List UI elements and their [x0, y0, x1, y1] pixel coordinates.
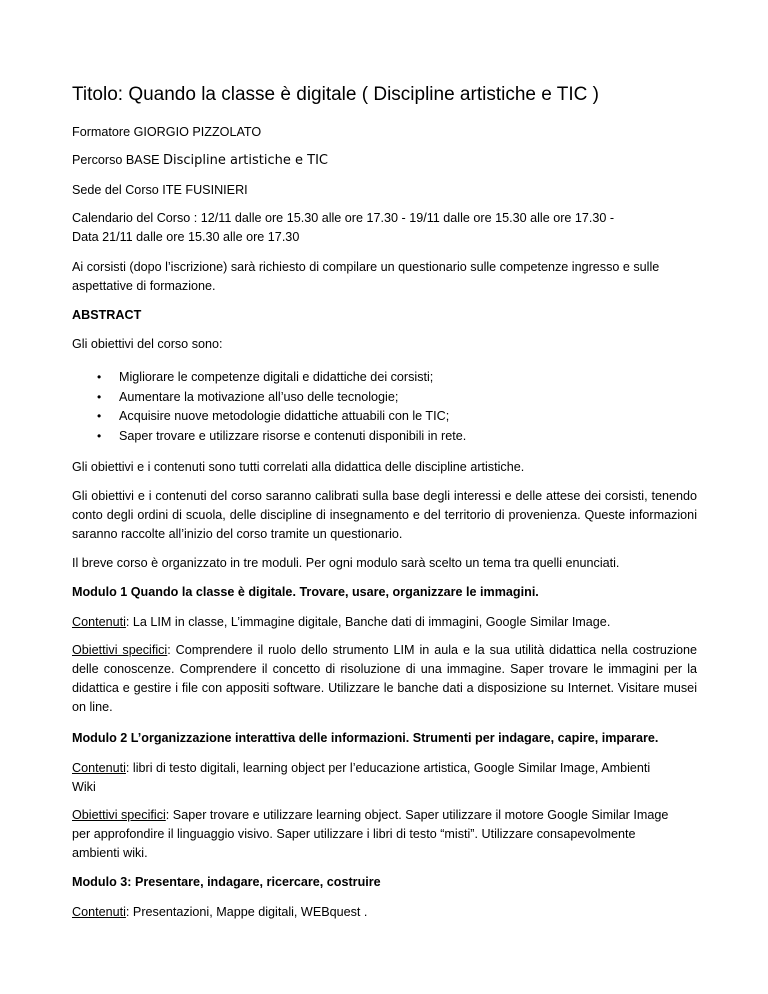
contenuti-label: Contenuti — [72, 761, 126, 775]
modulo-1-heading: Modulo 1 Quando la classe è digitale. Trovare, usare, organizzare le immagini. — [72, 585, 539, 599]
modulo-3-contenuti: Contenuti: Presentazioni, Mappe digitali, WEBquest . — [72, 905, 368, 919]
questionario-paragraph: Ai corsisti (dopo l’iscrizione) sarà richiesto di compilare un questionario sulle competenze ingresso e sulle aspettative di formazione. — [72, 260, 660, 293]
bullet-icon: • — [97, 428, 102, 443]
modulo-1-contenuti: Contenuti: La LIM in classe, L’immagine digitale, Banche dati di immagini, Google Similar Image. — [72, 615, 611, 629]
sede-line: Sede del Corso ITE FUSINIERI — [72, 183, 248, 197]
bullet-icon: • — [97, 389, 102, 404]
percorso-label: Percorso BASE — [72, 153, 160, 167]
obiettivi-label: Obiettivi specifici — [72, 808, 166, 822]
moduli-intro: Il breve corso è organizzato in tre moduli. Per ogni modulo sarà scelto un tema tra quelli enunciati. — [72, 556, 620, 570]
modulo-2-contenuti: Contenuti: libri di testo digitali, learning object per l’educazione artistica, Google Similar Image, Ambienti Wiki — [72, 761, 651, 794]
formatore-line: Formatore GIORGIO PIZZOLATO — [72, 125, 262, 139]
percorso-value: Discipline artistiche e TIC — [163, 153, 329, 168]
bullet-icon: • — [97, 370, 102, 384]
calibrati-paragraph: Gli obiettivi e i contenuti del corso saranno calibrati sulla base degli interessi e delle attese dei corsisti, tenendo conto degli ordini di scuola, delle discipline di insegnamento e del territorio di provenienza. Queste informazioni saranno raccolte all’inizio del corso tramite un questionario. — [72, 489, 697, 541]
percorso-line — [72, 151, 697, 170]
document-title: Titolo: Quando la classe è digitale ( Discipline artistiche e TIC ) — [72, 84, 599, 105]
contenuti-label: Contenuti — [72, 905, 126, 919]
modulo-3-heading: Modulo 3: Presentare, indagare, ricercare, costruire — [72, 875, 381, 889]
calendario-line-2: Data 21/11 dalle ore 15.30 alle ore 17.30 — [72, 230, 300, 244]
obiettivi-intro: Gli obiettivi del corso sono: — [72, 337, 223, 351]
abstract-heading: ABSTRACT — [72, 308, 142, 322]
bullet-icon: • — [97, 409, 102, 423]
contenuti-label: Contenuti — [72, 615, 126, 629]
modulo-1-obiettivi: Obiettivi specifici: Comprendere il ruolo dello strumento LIM in aula e la sua utilità didattica nella costruzione delle conoscenze. Comprendere il concetto di risoluzione di una immagine. Saper trovare le immagini per la didattica e gestire i file con appositi software. Utilizzare le banche dati a disposizione su Internet. Visitare musei on line. — [72, 643, 697, 714]
obiettivi-label: Obiettivi specifici — [72, 643, 168, 657]
modulo-2-heading: Modulo 2 L’organizzazione interattiva delle informazioni. Strumenti per indagare, capire, imparare. — [72, 731, 659, 745]
calendario-line-1: Calendario del Corso : 12/11 dalle ore 15.30 alle ore 17.30 - 19/11 dalle ore 15.30 alle ore 17.30 - — [72, 211, 615, 225]
correlati-paragraph: Gli obiettivi e i contenuti sono tutti correlati alla didattica delle discipline artistiche. — [72, 460, 525, 474]
modulo-2-obiettivi: Obiettivi specifici: Saper trovare e utilizzare learning object. Saper utilizzare il motore Google Similar Image per approfondire il linguaggio visivo. Saper utilizzare i libri di testo “misti”. Utilizzare consapevolmente ambienti wiki. — [72, 808, 669, 860]
